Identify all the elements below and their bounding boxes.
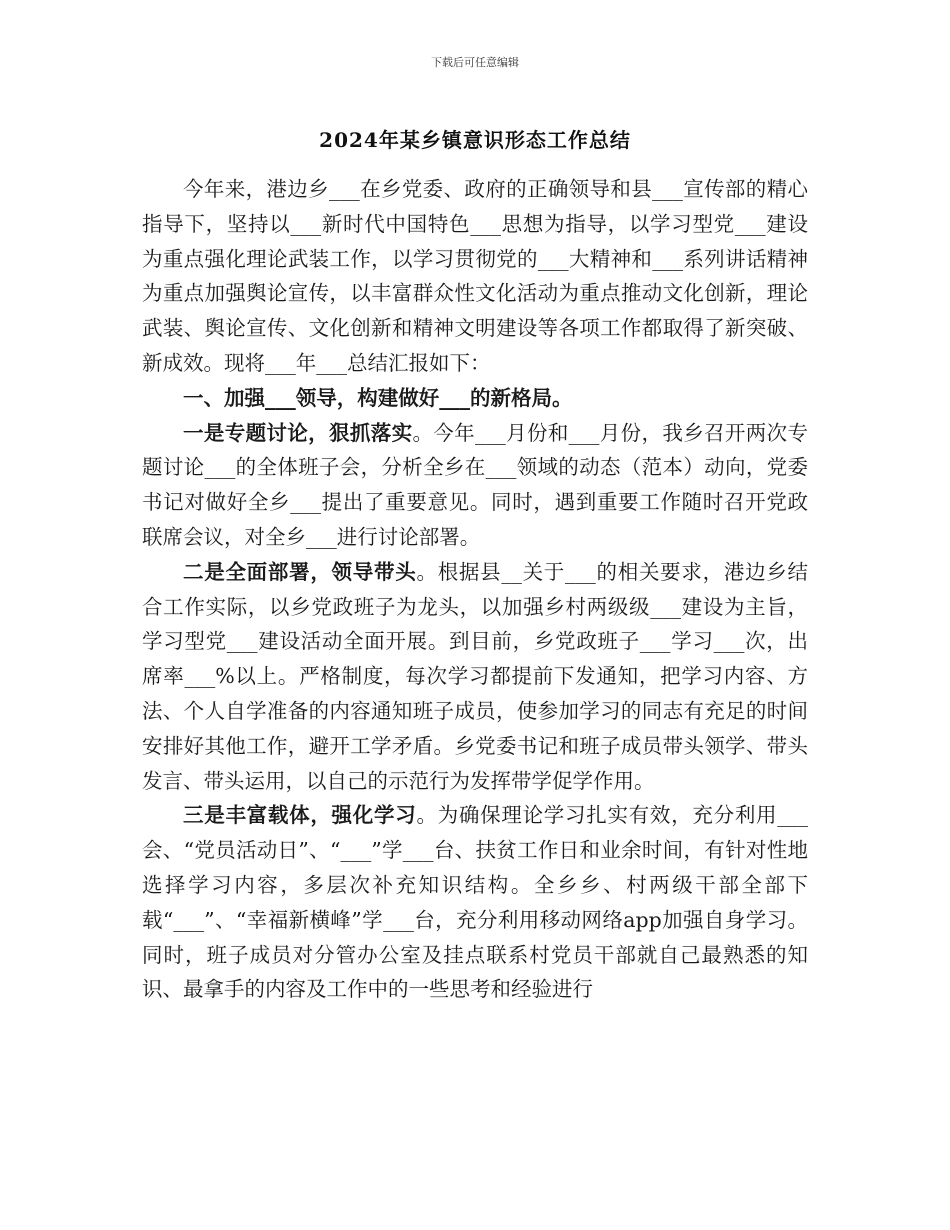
paragraph-text: 。今年___月份和___月份，我乡召开两次专题讨论___的全体班子会，分析全乡在___领域的动态（范本）动向，党委书记对做好全乡___提出了重要意见。同时，遇到重要工作随时召开党政联席会议，对全乡___进行讨论部署。 [142,420,809,549]
document-title: 2024年某乡镇意识形态工作总结 [319,128,631,152]
document-body [142,172,808,1007]
paragraph-lead: 二是全面部署，领导带头 [183,559,417,584]
paragraph-text: 。为确保理论学习扎实有效，充分利用___会、“党员活动日”、“___”学___台、扶贫工作日和业余时间，有针对性地选择学习内容，多层次补充知识结构。全乡乡、村两级干部全部下载“___”、“幸福新横峰”学___台，充分利用移动网络app加强自身学习。同时，班子成员对分管办公室及挂点联系村党员干部就自己最熟悉的知识、最拿手的内容及工作中的一些思考和经验进行 [142,803,809,1002]
paragraph-3 [142,798,808,1007]
intro-paragraph [142,172,808,381]
paragraph-2 [142,555,808,799]
header-note: 下载后可任意编辑 [431,56,519,69]
paragraph-text: 今年来，港边乡___在乡党委、政府的正确领导和县___宣传部的精心指导下，坚持以___新时代中国特色___思想为指导，以学习型党___建设为重点强化理论武装工作，以学习贯彻党的___大精神和___系列讲话精神为重点加强舆论宣传，以丰富群众性文化活动为重点推动文化创新，理论武装、舆论宣传、文化创新和精神文明建设等各项工作都取得了新突破、新成效。现将___年___总结汇报如下： [142,177,808,375]
section-heading [142,381,808,416]
paragraph-lead: 一是专题讨论，狠抓落实 [183,420,413,445]
section-heading-text: 一、加强___领导，构建做好___的新格局。 [183,385,573,410]
paragraph-1 [142,416,808,555]
paragraph-text: 。根据县__关于___的相关要求，港边乡结合工作实际，以乡党政班子为龙头，以加强乡村两级级___建设为主旨，学习型党___建设活动全面开展。到目前，乡党政班子___学习___次，出席率___%以上。严格制度，每次学习都提前下发通知，把学习内容、方法、个人自学准备的内容通知班子成员，使参加学习的同志有充足的时间安排好其他工作，避开工学矛盾。乡党委书记和班子成员带头领学、带头发言、带头运用，以自己的示范行为发挥带学促学作用。 [142,559,809,793]
paragraph-lead: 三是丰富载体，强化学习 [183,803,417,828]
